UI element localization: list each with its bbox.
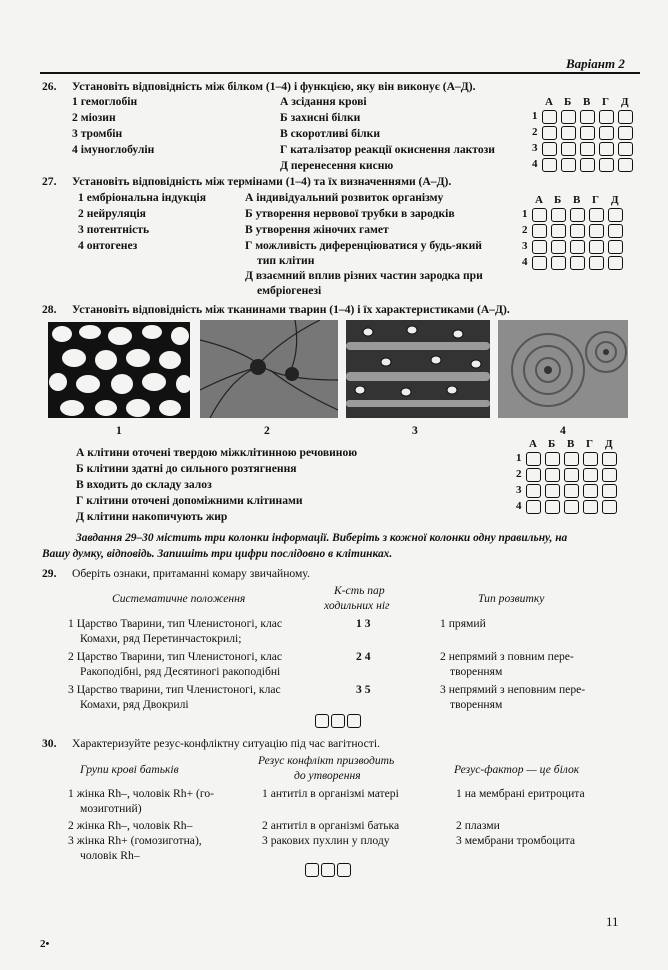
grid-row-number: 4: [522, 256, 528, 268]
q26-left-item: 2 міозин: [72, 111, 116, 124]
q26-right-item: В скоротливі білки: [280, 127, 381, 140]
q26-right-item: Д перенесення кисню: [280, 159, 394, 172]
fibrous-tissue-illustration: [346, 320, 490, 418]
sheet-mark: 2•: [40, 938, 50, 950]
answer-cell[interactable]: [570, 224, 585, 238]
answer-cell[interactable]: [532, 256, 547, 270]
answer-cell[interactable]: [564, 484, 579, 498]
answer-cell[interactable]: [608, 224, 623, 238]
cartilage-cells-illustration: [48, 322, 190, 418]
answer-cell[interactable]: [583, 468, 598, 482]
grid-column-letter: Г: [592, 194, 599, 206]
answer-cell[interactable]: [551, 256, 566, 270]
variant-title: Варіант 2: [566, 56, 625, 71]
q29-col2-header-cont: ходильних ніг: [324, 599, 390, 612]
q27-left-item: 4 онтогенез: [78, 239, 138, 252]
answer-cell[interactable]: [526, 452, 541, 466]
answer-cell[interactable]: [545, 484, 560, 498]
grid-row-number: 3: [516, 484, 522, 496]
grid-column-letter: А: [529, 438, 537, 450]
answer-cell[interactable]: [551, 208, 566, 222]
grid-column-letter: Г: [586, 438, 593, 450]
grid-column-letter: Г: [602, 96, 609, 108]
q30-text: Характеризуйте резус-конфліктну ситуацію під час вагітності.: [72, 737, 380, 750]
tissue-image-4: [498, 320, 628, 418]
q26-number: 26.: [42, 80, 57, 93]
q26-left-item: 3 тромбін: [72, 127, 123, 140]
grid-column-letter: А: [545, 96, 553, 108]
answer-cell[interactable]: [602, 500, 617, 514]
grid-column-letter: Б: [548, 438, 556, 450]
answer-box[interactable]: [305, 863, 319, 877]
answer-box[interactable]: [347, 714, 361, 728]
q26-right-item: Г каталізатор реакції окиснення лактози: [280, 143, 495, 156]
grid-row-number: 2: [522, 224, 528, 236]
tissue-label-2: 2: [264, 424, 270, 437]
tissue-label-4: 4: [560, 424, 566, 437]
grid-row-number: 1: [516, 452, 522, 464]
grid-row-number: 4: [516, 500, 522, 512]
q29-col2-item: 2 4: [356, 650, 371, 663]
q30-col3-item: 1 на мембрані еритроцита: [456, 787, 585, 800]
answer-cell[interactable]: [583, 500, 598, 514]
answer-cell[interactable]: [545, 468, 560, 482]
q29-text: Оберіть ознаки, притаманні комару звичайному.: [72, 567, 310, 580]
answer-cell[interactable]: [532, 224, 547, 238]
answer-cell[interactable]: [545, 500, 560, 514]
tissue-image-3: [346, 320, 490, 418]
answer-cell[interactable]: [589, 240, 604, 254]
q29-col1-header: Систематичне положення: [112, 592, 246, 605]
answer-cell[interactable]: [599, 110, 614, 124]
answer-cell[interactable]: [551, 224, 566, 238]
grid-column-letter: В: [583, 96, 591, 108]
q27-left-item: 1 ембріональна індукція: [78, 191, 207, 204]
q29-col1-item: 2 Царство Тварини, тип Членистоногі, клас: [68, 650, 283, 663]
page-number: 11: [606, 914, 619, 929]
tissue-image-2: [200, 320, 338, 418]
answer-cell[interactable]: [542, 142, 557, 156]
answer-cell[interactable]: [564, 500, 579, 514]
q28-option: А клітини оточені твердою міжклітинною речовиною: [76, 446, 358, 459]
answer-cell[interactable]: [570, 256, 585, 270]
answer-cell[interactable]: [561, 126, 576, 140]
q27-right-item: Г можливість диференціюватися у будь-який: [245, 239, 482, 252]
q26-left-item: 1 гемоглобін: [72, 95, 138, 108]
grid-row-number: 2: [516, 468, 522, 480]
answer-cell[interactable]: [618, 158, 633, 172]
q29-number: 29.: [42, 567, 57, 580]
q27-left-item: 2 нейруляція: [78, 207, 146, 220]
answer-cell[interactable]: [599, 126, 614, 140]
q27-right-item-cont: ембріогенезі: [257, 284, 322, 297]
grid-column-letter: А: [535, 194, 543, 206]
q30-col2-header: Резус конфлікт призводить: [258, 754, 395, 767]
answer-cell[interactable]: [580, 126, 595, 140]
tissue-label-3: 3: [412, 424, 418, 437]
q27-number: 27.: [42, 175, 57, 188]
answer-cell[interactable]: [618, 126, 633, 140]
grid-column-letter: Б: [564, 96, 572, 108]
grid-row-number: 1: [522, 208, 528, 220]
answer-cell[interactable]: [602, 468, 617, 482]
answer-cell[interactable]: [532, 208, 547, 222]
answer-cell[interactable]: [589, 208, 604, 222]
q29-col3-header: Тип розвитку: [478, 592, 545, 605]
answer-cell[interactable]: [526, 468, 541, 482]
answer-cell[interactable]: [589, 224, 604, 238]
answer-cell[interactable]: [542, 158, 557, 172]
answer-cell[interactable]: [608, 208, 623, 222]
answer-cell[interactable]: [561, 110, 576, 124]
grid-row-number: 3: [532, 142, 538, 154]
q30-col2-header-cont: до утворення: [294, 769, 361, 782]
q26-right-item: А зсідання крові: [280, 95, 367, 108]
q28-option: Б клітини здатні до сильного розтягнення: [76, 462, 297, 475]
answer-cell[interactable]: [618, 110, 633, 124]
q30-col1-item: 1 жінка Rh–, чоловік Rh+ (го-: [68, 787, 214, 800]
answer-box[interactable]: [321, 863, 335, 877]
answer-cell[interactable]: [602, 484, 617, 498]
grid-column-letter: В: [573, 194, 581, 206]
q29-col2-item: 3 5: [356, 683, 371, 696]
q27-text: Установіть відповідність між термінами (1–4) та їх визначеннями (А–Д).: [72, 175, 452, 188]
grid-column-letter: В: [567, 438, 575, 450]
answer-cell[interactable]: [561, 158, 576, 172]
grid-row-number: 2: [532, 126, 538, 138]
answer-cell[interactable]: [608, 256, 623, 270]
answer-cell[interactable]: [532, 240, 547, 254]
q28-option: Г клітини оточені допоміжними клітинами: [76, 494, 303, 507]
q27-right-item: А індивідуальний розвиток організму: [245, 191, 444, 204]
answer-cell[interactable]: [602, 452, 617, 466]
q29-col3-item-cont: творенням: [450, 698, 503, 711]
q30-col1-item-cont: мозиготний): [80, 802, 142, 815]
answer-cell[interactable]: [551, 240, 566, 254]
q30-col2-item: 3 ракових пухлин у плоду: [262, 834, 390, 847]
q29-col2-item: 1 3: [356, 617, 371, 630]
answer-cell[interactable]: [570, 208, 585, 222]
q30-col3-item: 2 плазми: [456, 819, 500, 832]
answer-cell[interactable]: [564, 452, 579, 466]
bone-tissue-illustration: [498, 320, 628, 418]
answer-cell[interactable]: [526, 484, 541, 498]
answer-cell[interactable]: [618, 142, 633, 156]
q26-text: Установіть відповідність між білком (1–4) і функцією, яку він виконує (А–Д).: [72, 80, 476, 93]
answer-cell[interactable]: [580, 110, 595, 124]
answer-cell[interactable]: [589, 256, 604, 270]
answer-cell[interactable]: [583, 452, 598, 466]
answer-cell[interactable]: [542, 110, 557, 124]
grid-row-number: 3: [522, 240, 528, 252]
q29-col1-item-cont: Ракоподібні, ряд Десятиногі ракоподібні: [80, 665, 281, 678]
grid-row-number: 1: [532, 110, 538, 122]
grid-column-letter: Б: [554, 194, 562, 206]
answer-cell[interactable]: [583, 484, 598, 498]
q28-number: 28.: [42, 303, 57, 316]
answer-cell[interactable]: [608, 240, 623, 254]
q29-col2-header: К-сть пар: [334, 584, 385, 597]
q28-option: Д клітини накопичують жир: [76, 510, 228, 523]
q29-col3-item: 1 прямий: [440, 617, 486, 630]
q28-option: В входить до складу залоз: [76, 478, 212, 491]
q27-right-item-cont: тип клітин: [257, 254, 315, 267]
q29-col3-item: 3 непрямий з неповним пере-: [440, 683, 586, 696]
q29-col1-item-cont: Комахи, ряд Перетинчастокрилі;: [80, 632, 242, 645]
q30-col2-item: 1 антитіл в організмі матері: [262, 787, 399, 800]
header-rule: [40, 72, 640, 74]
q27-right-item: Д взаємний вплив різних частин зародка при: [245, 269, 483, 282]
answer-cell[interactable]: [542, 126, 557, 140]
answer-cell[interactable]: [564, 468, 579, 482]
q27-left-item: 3 потентність: [78, 223, 150, 236]
answer-box[interactable]: [315, 714, 329, 728]
q30-col2-item: 2 антитіл в організмі батька: [262, 819, 400, 832]
q28-text: Установіть відповідність між тканинами тварин (1–4) і їх характеристиками (А–Д).: [72, 303, 510, 316]
tissue-label-1: 1: [116, 424, 122, 437]
instruction-line-2: Вашу думку, відповідь. Запишіть три цифри послідовно в клітинках.: [42, 548, 393, 560]
q30-col3-item: 3 мембрани тромбоцита: [456, 834, 576, 847]
answer-box[interactable]: [331, 714, 345, 728]
tissue-image-1: [48, 322, 190, 418]
answer-box[interactable]: [337, 863, 351, 877]
q27-right-item: Б утворення нервової трубки в зародків: [245, 207, 455, 220]
q30-col1-item-cont: чоловік Rh–: [80, 849, 140, 862]
q30-col3-header: Резус-фактор — це білок: [454, 763, 580, 776]
q29-col1-item-cont: Комахи, ряд Двокрилі: [80, 698, 189, 711]
answer-cell[interactable]: [545, 452, 560, 466]
q29-col1-item: 1 Царство Тварини, тип Членистоногі, клас: [68, 617, 283, 630]
q26-right-item: Б захисні білки: [280, 111, 361, 124]
q29-col3-item-cont: творенням: [450, 665, 503, 678]
answer-cell[interactable]: [580, 142, 595, 156]
answer-cell[interactable]: [526, 500, 541, 514]
grid-column-letter: Д: [605, 438, 613, 450]
grid-column-letter: Д: [611, 194, 619, 206]
answer-cell[interactable]: [599, 158, 614, 172]
answer-cell[interactable]: [599, 142, 614, 156]
q30-col1-header: Групи крові батьків: [80, 763, 179, 776]
q26-left-item: 4 імуноглобулін: [72, 143, 155, 156]
nerve-tissue-illustration: [200, 320, 338, 418]
q30-number: 30.: [42, 737, 57, 750]
q30-col1-item: 2 жінка Rh–, чоловік Rh–: [68, 819, 193, 832]
answer-cell[interactable]: [570, 240, 585, 254]
answer-cell[interactable]: [561, 142, 576, 156]
q27-right-item: В утворення жіночих гамет: [245, 223, 389, 236]
q30-col1-item: 3 жінка Rh+ (гомозиготна),: [68, 834, 202, 847]
grid-column-letter: Д: [621, 96, 629, 108]
instruction-line-1: Завдання 29–30 містить три колонки інформації. Виберіть з кожної колонки одну правильну, на: [76, 532, 568, 544]
q29-col3-item: 2 непрямий з повним пере-: [440, 650, 574, 663]
grid-row-number: 4: [532, 158, 538, 170]
answer-cell[interactable]: [580, 158, 595, 172]
q29-col1-item: 3 Царство тварини, тип Членистоногі, клас: [68, 683, 281, 696]
